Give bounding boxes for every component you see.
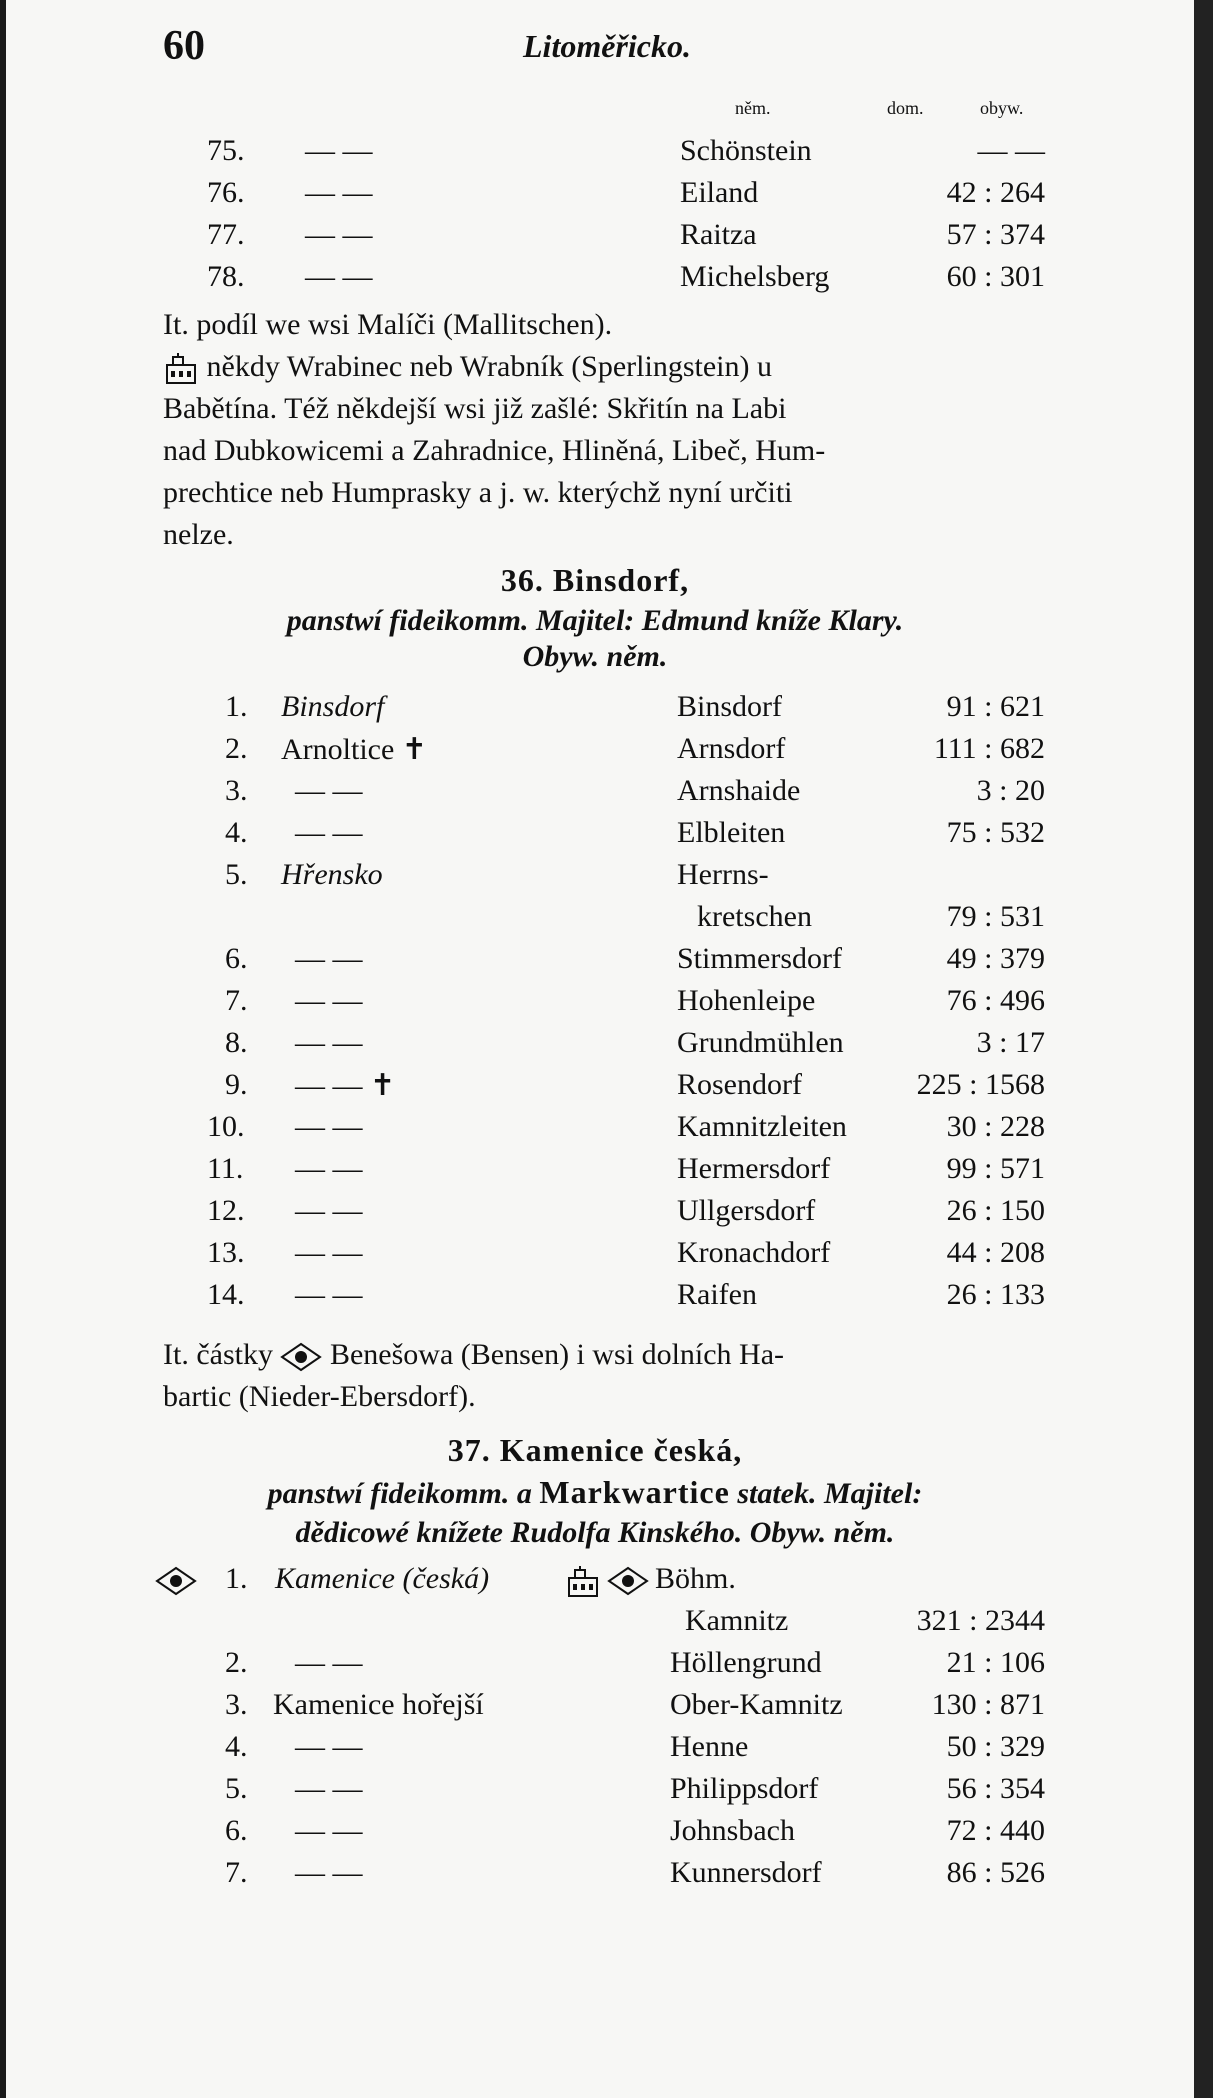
paragraph-note-2: It. částky Benešowa (Bensen) i wsi dolních Ha- bartic (Nieder-Ebersdorf). xyxy=(163,1338,785,1413)
table-row: 8. — — Grundmühlen 3 : 17 xyxy=(225,1026,1045,1059)
table-row: 2. — — Höllengrund 21 : 106 xyxy=(225,1646,1045,1679)
castle-icon xyxy=(163,351,199,387)
table-row: 14. — — Raifen 26 : 133 xyxy=(207,1278,1045,1311)
column-head-nem: něm. xyxy=(735,98,771,118)
table-row: 4. — — Elbleiten 75 : 532 xyxy=(225,816,1045,849)
column-head-obyw: obyw. xyxy=(980,98,1024,118)
section-heading-37: 37. Kamenice česká, xyxy=(447,1432,743,1468)
paragraph-note-1: It. podíl we wsi Malíči (Mallitschen). někdy Wrabinec neb Wrabník (Sperlingstein) u Babětína. Též někdejší wsi již zašlé: Skřitín na Labi nad Dubkowicemi a Zahradnice, Hliněná, Libeč, Hum- prechtice neb Humprasky a j. w. kterýchž nyní určiti nelze. xyxy=(163,308,826,551)
table-row: 75. — — Schönstein — — xyxy=(207,134,1045,167)
table-row: kretschen 79 : 531 xyxy=(697,900,1045,933)
table-row: 1. Binsdorf Binsdorf 91 : 621 xyxy=(225,690,1045,723)
section-subtitle: panstwí fideikomm. a Markwartice statek. Majitel: xyxy=(267,1474,923,1510)
section-subtitle: panstwí fideikomm. Majitel: Edmund kníže Klary. xyxy=(286,604,904,637)
page-header xyxy=(163,22,1045,82)
table-row: 4. — — Henne 50 : 329 xyxy=(225,1730,1045,1763)
estate-seat-icon xyxy=(280,1342,322,1372)
table-row: 5. Hřensko Herrns- xyxy=(225,858,769,891)
table-row: 78. — — Michelsberg 60 : 301 xyxy=(207,260,1045,293)
running-head: Litoměřicko. xyxy=(523,28,691,64)
section-heading-36: 36. Binsdorf, xyxy=(500,562,690,598)
table-row: 9. — — ✝ Rosendorf 225 : 1568 xyxy=(225,1068,1045,1102)
castle-icon xyxy=(565,1564,601,1600)
table-row: 11. — — Hermersdorf 99 : 571 xyxy=(207,1152,1045,1185)
table-row: 1. Kamenice (česká) Böhm. xyxy=(145,1562,1045,1604)
section-subtitle: Obyw. něm. xyxy=(522,640,668,673)
scan-right-edge xyxy=(1194,0,1213,2098)
table-row: 3. Kamenice hořejší Ober-Kamnitz 130 : 871 xyxy=(225,1688,1045,1721)
page-number: 60 xyxy=(163,23,205,69)
section-subtitle: dědicowé knížete Rudolfa Kinského. Obyw. něm. xyxy=(295,1516,895,1549)
table-row: 10. — — Kamnitzleiten 30 : 228 xyxy=(207,1110,1045,1143)
table-row: 7. — — Kunnersdorf 86 : 526 xyxy=(225,1856,1045,1889)
table-row: 5. — — Philippsdorf 56 : 354 xyxy=(225,1772,1045,1805)
table-row: 76. — — Eiland 42 : 264 xyxy=(207,176,1045,209)
table-row: 77. — — Raitza 57 : 374 xyxy=(207,218,1045,251)
table-row: 12. — — Ullgersdorf 26 : 150 xyxy=(207,1194,1045,1227)
estate-seat-icon xyxy=(607,1566,649,1596)
estate-seat-icon xyxy=(155,1566,197,1596)
column-head-dom: dom. xyxy=(887,98,924,118)
table-row: 13. — — Kronachdorf 44 : 208 xyxy=(207,1236,1045,1269)
table-row: 7. — — Hohenleipe 76 : 496 xyxy=(225,984,1045,1017)
table-row: 6. — — Johnsbach 72 : 440 xyxy=(225,1814,1045,1847)
table-row: 2. Arnoltice ✝ Arnsdorf 111 : 682 xyxy=(225,732,1045,766)
table-row: Kamnitz 321 : 2344 xyxy=(685,1604,1045,1637)
table-row: 3. — — Arnshaide 3 : 20 xyxy=(225,774,1045,807)
page-content xyxy=(145,0,1045,2098)
table-row: 6. — — Stimmersdorf 49 : 379 xyxy=(225,942,1045,975)
